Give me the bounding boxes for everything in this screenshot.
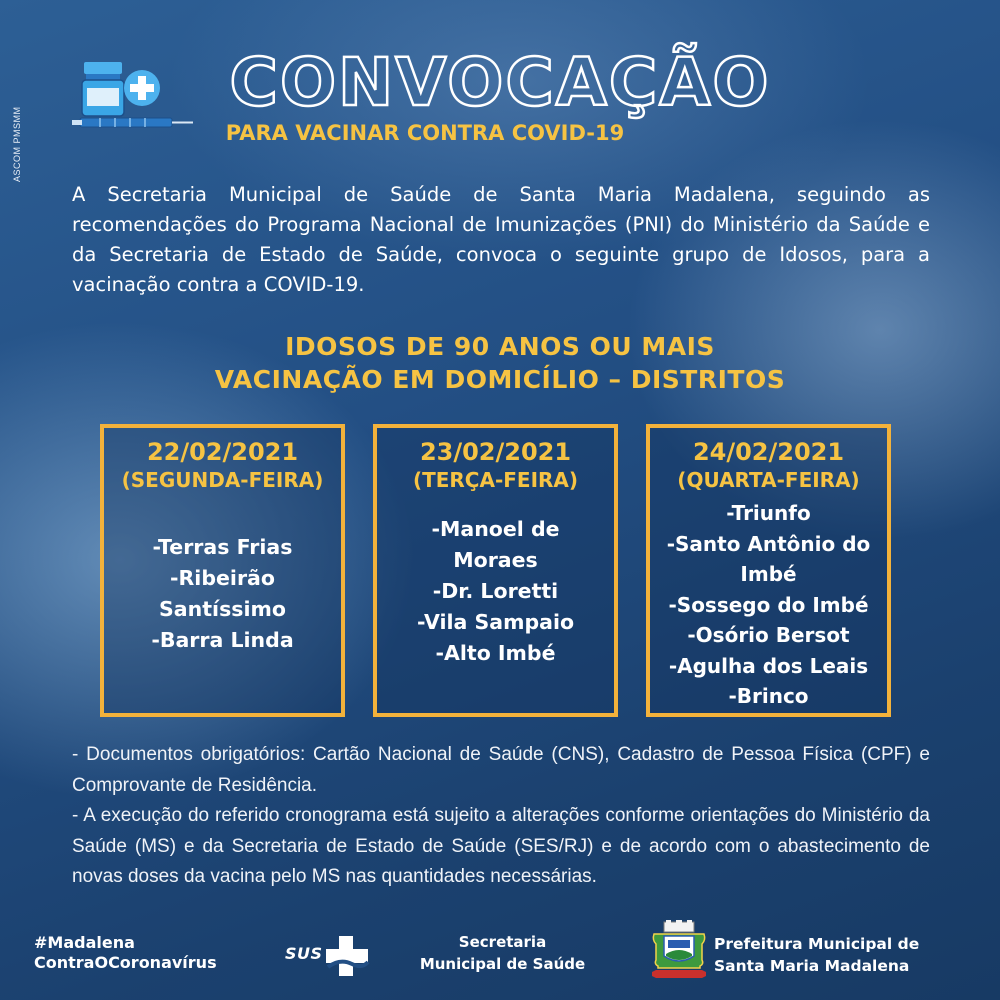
sus-logo-text: SUS (285, 944, 323, 963)
photo-credit: ASCOM PMSMM (12, 106, 22, 182)
intro-paragraph: A Secretaria Municipal de Saúde de Santa Maria Madalena, seguindo as recomendações do Programa Nacional de Imunizações (PNI) do Ministério da Saúde e da Secretaria de Estado de Saúde, convoca o seguinte grupo de Idosos, para a vacinação contra a COVID-19. (72, 183, 930, 296)
target-group-heading (100, 330, 900, 396)
group-line-1: IDOSOS DE 90 ANOS OU MAIS (285, 332, 715, 361)
place-item: -Terras Frias (152, 535, 293, 559)
group-line-2: VACINAÇÃO EM DOMICÍLIO – DISTRITOS (214, 365, 786, 394)
schedule-weekday: (QUARTA-FEIRA) (677, 468, 860, 492)
note-schedule-changes: - A execução do referido cronograma está sujeito a alterações conforme orientações do Ministério da Saúde (MS) e da Secretaria de Estado de Saúde (SES/RJ) e de acordo com o abastecimento de novas doses da vacina pelo MS nas quantidades necessárias. (72, 805, 930, 887)
place-item: -Sossego do Imbé (668, 592, 869, 617)
schedule-date: 24/02/2021 (692, 438, 845, 466)
schedule-date: 23/02/2021 (419, 438, 572, 466)
place-item: -Manoel de (431, 517, 560, 541)
syringe-icon (72, 118, 193, 127)
place-item: Santíssimo (159, 597, 286, 621)
schedule-weekday: (SEGUNDA-FEIRA) (121, 468, 324, 492)
place-item: -Santo Antônio do (666, 531, 871, 556)
place-list (650, 498, 887, 712)
schedule-box-monday (100, 424, 345, 717)
schedule-date: 22/02/2021 (146, 438, 299, 466)
place-list (377, 514, 614, 669)
note-documents: - Documentos obrigatórios: Cartão Nacional de Saúde (CNS), Cadastro de Pessoa Física (CPF) e Comprovante de Residência. (72, 744, 930, 796)
hashtag-line-2: ContraOCoronavírus (34, 953, 217, 972)
municipal-crest-icon (650, 920, 708, 988)
place-item: -Dr. Loretti (432, 579, 559, 603)
schedule-box-tuesday (373, 424, 618, 717)
place-list (104, 532, 341, 656)
hashtag-line-1: #Madalena (34, 933, 135, 952)
place-item: -Agulha dos Leais (668, 653, 869, 678)
place-item: -Osório Bersot (687, 623, 850, 647)
page-title: CONVOCAÇÃO (229, 44, 771, 121)
dept-line-2: Municipal de Saúde (419, 955, 586, 973)
dept-line-1: Secretaria (458, 933, 547, 951)
place-item: -Ribeirão (170, 566, 275, 590)
city-line-2: Santa Maria Madalena (714, 957, 910, 975)
schedule-box-wednesday (646, 424, 891, 717)
city-hall-label (714, 933, 944, 977)
schedule-weekday: (TERÇA-FEIRA) (412, 468, 579, 492)
notes-section (72, 740, 930, 893)
health-department-label (405, 931, 600, 975)
sus-cross-icon (322, 934, 372, 978)
place-item: Moraes (453, 548, 538, 572)
place-item: -Vila Sampaio (416, 610, 575, 634)
page-subtitle: PARA VACINAR CONTRA COVID-19 (225, 121, 625, 145)
place-item: -Barra Linda (151, 628, 294, 652)
campaign-hashtag (34, 933, 254, 973)
vaccine-vial-icon (70, 58, 195, 140)
city-line-1: Prefeitura Municipal de (714, 935, 920, 953)
place-item: -Alto Imbé (435, 641, 556, 665)
place-item: Imbé (740, 562, 797, 586)
place-item: -Triunfo (726, 501, 811, 525)
plus-icon (124, 70, 160, 106)
place-item: -Brinco (728, 684, 809, 708)
